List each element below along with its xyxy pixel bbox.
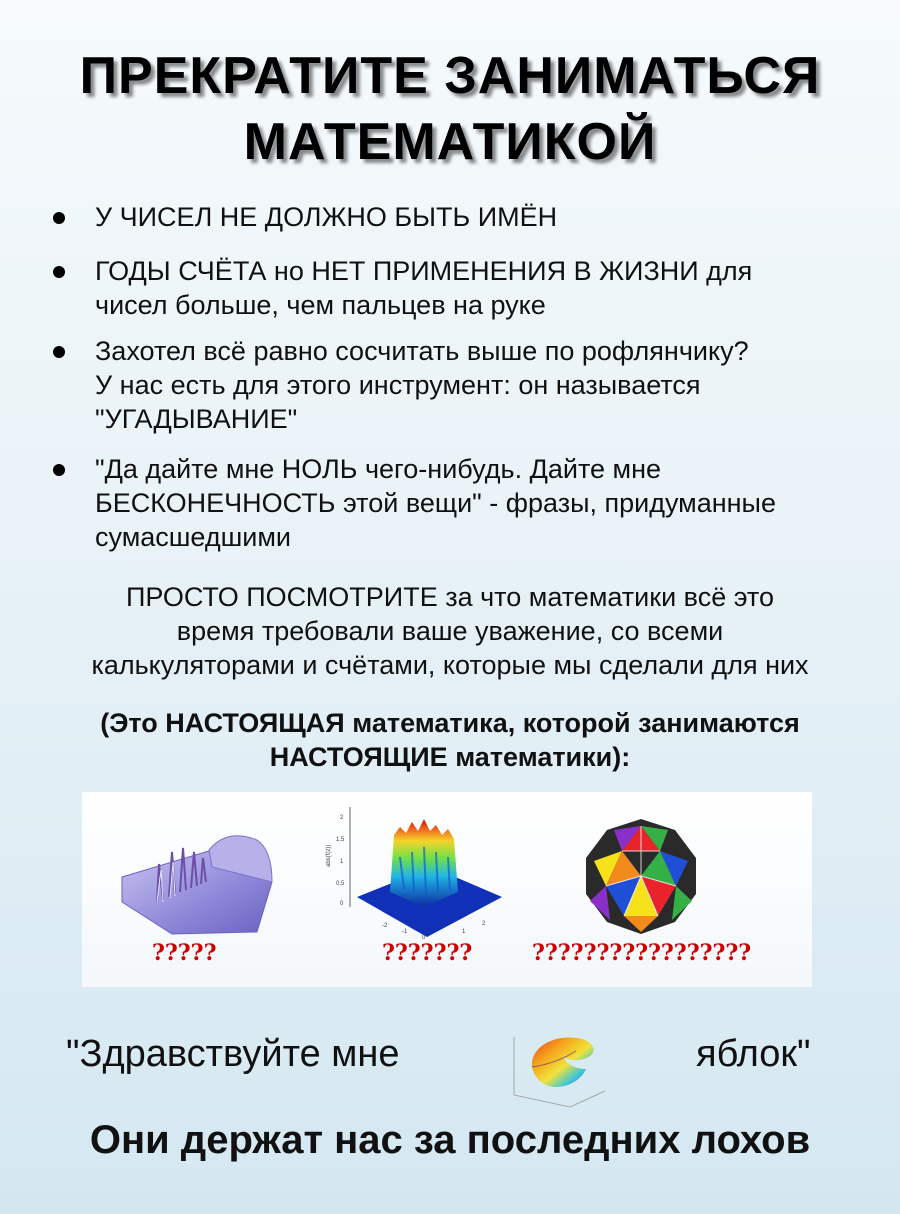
- bullet-text: ГОДЫ СЧЁТА но НЕТ ПРИМЕНЕНИЯ В ЖИЗНИ для: [95, 256, 753, 286]
- real-math-paragraph: [0, 706, 900, 774]
- real-math-line: НАСТОЯЩИЕ математики):: [269, 742, 631, 772]
- bullet-item: [95, 452, 865, 554]
- caption-1: ?????: [152, 940, 217, 966]
- ytick: 0.5: [336, 881, 345, 887]
- bullet-text: "Да дайте мне НОЛЬ чего-нибудь. Дайте мне: [95, 454, 662, 484]
- bullet-dot-icon: [53, 346, 65, 358]
- title-line-2: МАТЕМАТИКОЙ: [243, 113, 657, 171]
- ytick: 0: [340, 901, 344, 907]
- paragraph: [0, 580, 900, 682]
- xtick: -2: [382, 923, 388, 929]
- ytick: 1.5: [336, 837, 345, 843]
- bullet-text: БЕСКОНЕЧНОСТЬ этой вещи" - фразы, придуманные: [95, 488, 776, 518]
- spiral-surface-icon: [500, 1025, 610, 1110]
- bullet-text: Захотел всё равно сосчитать выше по рофлянчику?: [95, 336, 749, 366]
- bullet-dot-icon: [53, 464, 65, 476]
- xtick: -1: [402, 929, 408, 935]
- bullet-text: У нас есть для этого инструмент: он называется: [95, 370, 701, 400]
- xtick: 2: [482, 921, 486, 927]
- bullet-item: [95, 254, 865, 322]
- bullet-dot-icon: [53, 212, 65, 224]
- real-math-line: (Это НАСТОЯЩАЯ математика, которой занимаются: [100, 708, 800, 738]
- ytick: 1: [340, 859, 344, 865]
- surface-plot-icon: [117, 822, 277, 937]
- paragraph-line: время требовали ваше уважение, со всеми: [176, 616, 724, 646]
- apple-line-right-text: яблок": [696, 1033, 811, 1075]
- title-line-1: ПРЕКРАТИТЕ ЗАНИМАТЬСЯ: [79, 47, 821, 105]
- caption-2: ???????: [382, 940, 473, 966]
- apple-line: [0, 1025, 900, 1095]
- apple-line-left-text: "Здравствуйте мне: [66, 1033, 400, 1075]
- xtick: 0: [422, 935, 426, 941]
- bullet-text: сумасшедшими: [95, 522, 292, 552]
- bullet-dot-icon: [53, 266, 65, 278]
- bullet-item: [95, 200, 865, 234]
- bullet-text: чисел больше, чем пальцев на руке: [95, 290, 546, 320]
- math-images-strip: [82, 792, 812, 987]
- bullet-item: [95, 334, 865, 436]
- footer-text: Они держат нас за последних лохов: [89, 1118, 811, 1162]
- ytick: 2: [340, 815, 344, 821]
- polyhedron-icon: [580, 816, 702, 938]
- caption-3: ?????????????????: [532, 940, 752, 966]
- paragraph-line: ПРОСТО ПОСМОТРИТЕ за что математики всё это: [126, 582, 774, 612]
- bullet-text: "УГАДЫВАНИЕ": [95, 404, 298, 434]
- xtick: 1: [462, 929, 466, 935]
- ylabel: abs(f(z)): [326, 844, 332, 867]
- bullet-text: У ЧИСЕЛ НЕ ДОЛЖНО БЫТЬ ИМЁН: [95, 202, 558, 232]
- spectrum-3d-plot-icon: [322, 797, 522, 947]
- paragraph-line: калькуляторами и счётами, которые мы сделали для них: [91, 650, 809, 680]
